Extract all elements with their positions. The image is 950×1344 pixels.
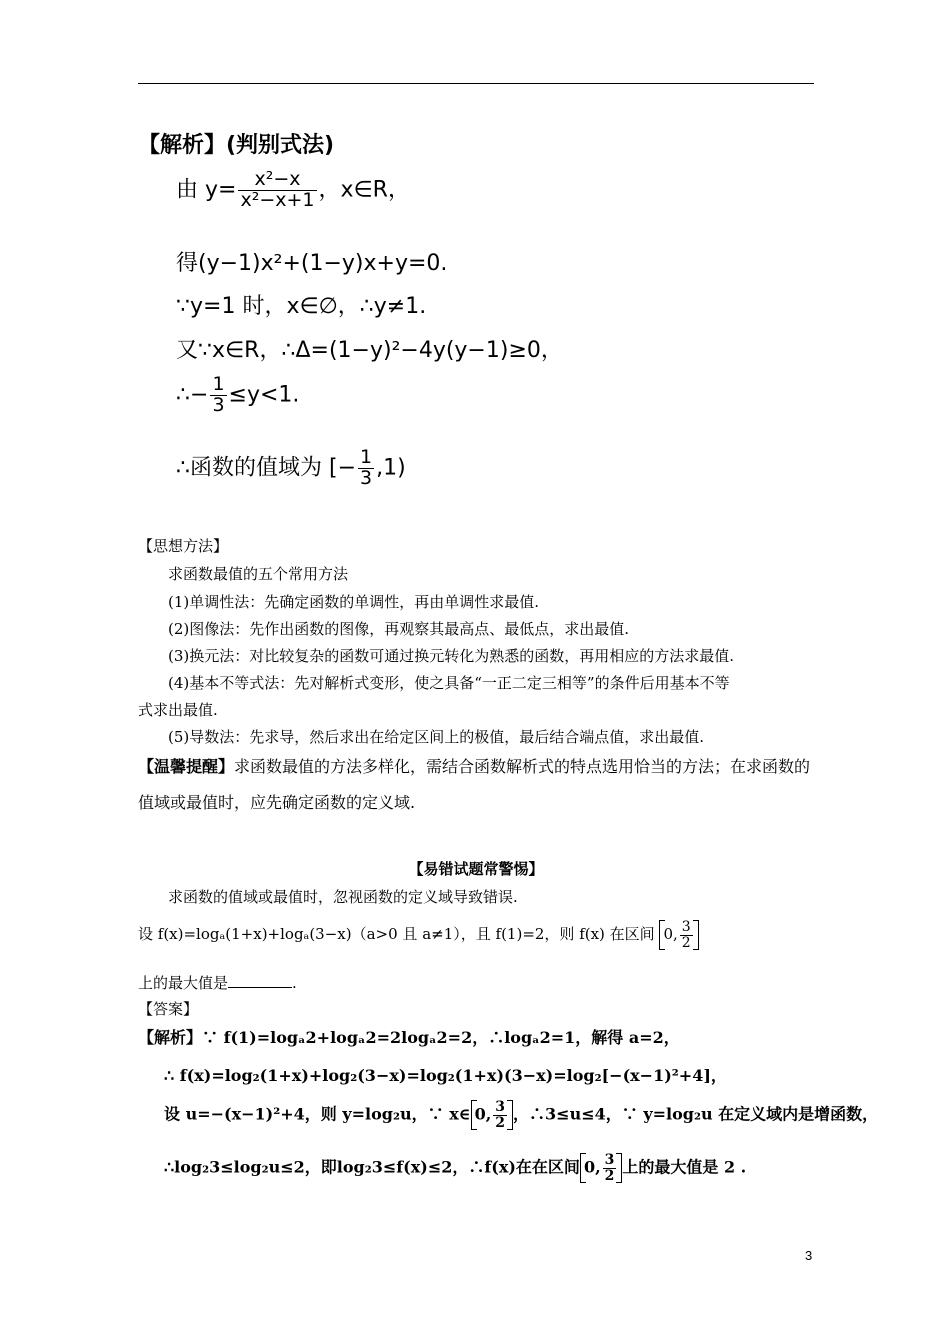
fraction bbox=[210, 375, 226, 416]
reminder-line1 bbox=[138, 754, 810, 777]
fraction-numerator: 1 bbox=[212, 373, 225, 395]
analysis1-line4: 又∵x∈R，∴Δ=(1−y)²−4y(y−1)≥0， bbox=[176, 338, 563, 363]
section-title: 【易错试题常警惕】 bbox=[408, 860, 544, 878]
fraction-denominator: 2 bbox=[681, 934, 691, 951]
fraction-denominator: 3 bbox=[360, 466, 373, 489]
analysis2-line4 bbox=[164, 1153, 746, 1183]
method-item-2: (2)图像法：先作出函数的图像，再观察其最高点、最低点，求出最值. bbox=[168, 620, 630, 638]
analysis2-line3 bbox=[164, 1100, 878, 1130]
line4-prefix: ∴log₂3≤log₂u≤2，即log₂3≤f(x)≤2，∴f(x)在在区间 bbox=[164, 1157, 580, 1177]
fraction bbox=[680, 920, 693, 950]
line1-suffix: ，x∈R， bbox=[318, 177, 410, 203]
fraction-denominator: 2 bbox=[495, 1114, 506, 1131]
interval-left: 0, bbox=[663, 925, 678, 944]
fraction bbox=[493, 1100, 507, 1130]
problem-line2 bbox=[138, 972, 297, 993]
fraction-numerator: 1 bbox=[360, 446, 373, 468]
interval-left: 0, bbox=[474, 1104, 492, 1124]
fraction bbox=[358, 448, 374, 489]
fraction-numerator: 3 bbox=[495, 1099, 506, 1115]
line3-suffix: ，∴3≤u≤4，∵ y=log₂u 在定义域内是增函数， bbox=[513, 1104, 879, 1124]
method-item-4: (4)基本不等式法：先对解析式变形，使之具备“一正二定三相等”的条件后用基本不等 bbox=[168, 674, 730, 692]
analysis1-line3: ∵y=1 时，x∈∅，∴y≠1. bbox=[176, 294, 427, 319]
fraction bbox=[603, 1153, 617, 1183]
analysis1-heading: 【解析】(判别式法) bbox=[138, 133, 335, 158]
page-number: 3 bbox=[805, 1248, 813, 1263]
answer-blank bbox=[228, 973, 292, 988]
analysis1-line2: 得(y−1)x²+(1−y)x+y=0. bbox=[176, 251, 448, 276]
reminder-line2: 值域或最值时，应先确定函数的定义域. bbox=[138, 793, 416, 812]
method-heading: 【思想方法】 bbox=[138, 537, 229, 555]
method-item-5: (5)导数法：先求导，然后求出在给定区间上的极值，最后结合端点值，求出最值. bbox=[168, 728, 705, 746]
problem-line1 bbox=[138, 920, 699, 950]
fraction-denominator: x²−x+1 bbox=[240, 188, 315, 211]
analysis1-line6 bbox=[176, 448, 406, 489]
interval-left: 0, bbox=[583, 1157, 601, 1177]
reminder-label: 【温馨提醒】 bbox=[138, 757, 235, 776]
interval-bracket bbox=[471, 1100, 513, 1130]
line5-prefix: ∴− bbox=[176, 382, 209, 408]
analysis2-line2: ∴ f(x)=log₂(1+x)+log₂(3−x)=log₂(1+x)(3−x)=log₂[−(x−1)²+4]， bbox=[164, 1066, 727, 1085]
line3-prefix: 设 u=−(x−1)²+4，则 y=log₂u，∵ x∈ bbox=[164, 1104, 471, 1124]
problem-line2-suffix: . bbox=[292, 974, 297, 992]
line5-suffix: ≤y<1. bbox=[228, 382, 300, 408]
method-item-4-cont: 式求出最值. bbox=[138, 701, 218, 719]
line6-suffix: ,1) bbox=[376, 455, 406, 481]
fraction-numerator: 3 bbox=[681, 919, 691, 935]
analysis2-line1 bbox=[138, 1025, 680, 1048]
line4-suffix: 上的最大值是 2 . bbox=[622, 1157, 747, 1177]
reminder-text: 求函数最值的方法多样化，需结合函数解析式的特点选用恰当的方法；在求函数的 bbox=[234, 757, 811, 776]
method-item-3: (3)换元法：对比较复杂的函数可通过换元转化为熟悉的函数，再用相应的方法求最值. bbox=[168, 647, 735, 665]
analysis1-line1 bbox=[176, 170, 410, 211]
analysis2-line1-text: ∵ f(1)=logₐ2+logₐ2=2logₐ2=2，∴logₐ2=1，解得 a=2， bbox=[202, 1028, 680, 1047]
line1-prefix: 由 y= bbox=[176, 177, 237, 203]
problem-line2-prefix: 上的最大值是 bbox=[138, 974, 229, 992]
fraction bbox=[238, 170, 316, 211]
analysis1-line5 bbox=[176, 375, 299, 416]
line6-prefix: ∴函数的值域为 [− bbox=[176, 455, 357, 481]
interval-bracket bbox=[659, 920, 698, 950]
fraction-denominator: 3 bbox=[212, 393, 225, 416]
section-intro: 求函数的值域或最值时，忽视函数的定义域导致错误. bbox=[168, 888, 518, 906]
header-rule bbox=[138, 83, 814, 84]
analysis2-label: 【解析】 bbox=[138, 1028, 203, 1047]
problem-text: 设 f(x)=logₐ(1+x)+logₐ(3−x)（a>0 且 a≠1），且 f(1)=2，则 f(x) 在区间 bbox=[138, 925, 655, 944]
method-intro: 求函数最值的五个常用方法 bbox=[168, 565, 349, 583]
interval-bracket bbox=[580, 1153, 622, 1183]
fraction-denominator: 2 bbox=[604, 1167, 615, 1184]
answer-label: 【答案】 bbox=[138, 1000, 199, 1018]
fraction-numerator: 3 bbox=[604, 1152, 615, 1168]
fraction-numerator: x²−x bbox=[238, 170, 316, 191]
method-item-1: (1)单调性法：先确定函数的单调性，再由单调性求最值. bbox=[168, 593, 540, 611]
